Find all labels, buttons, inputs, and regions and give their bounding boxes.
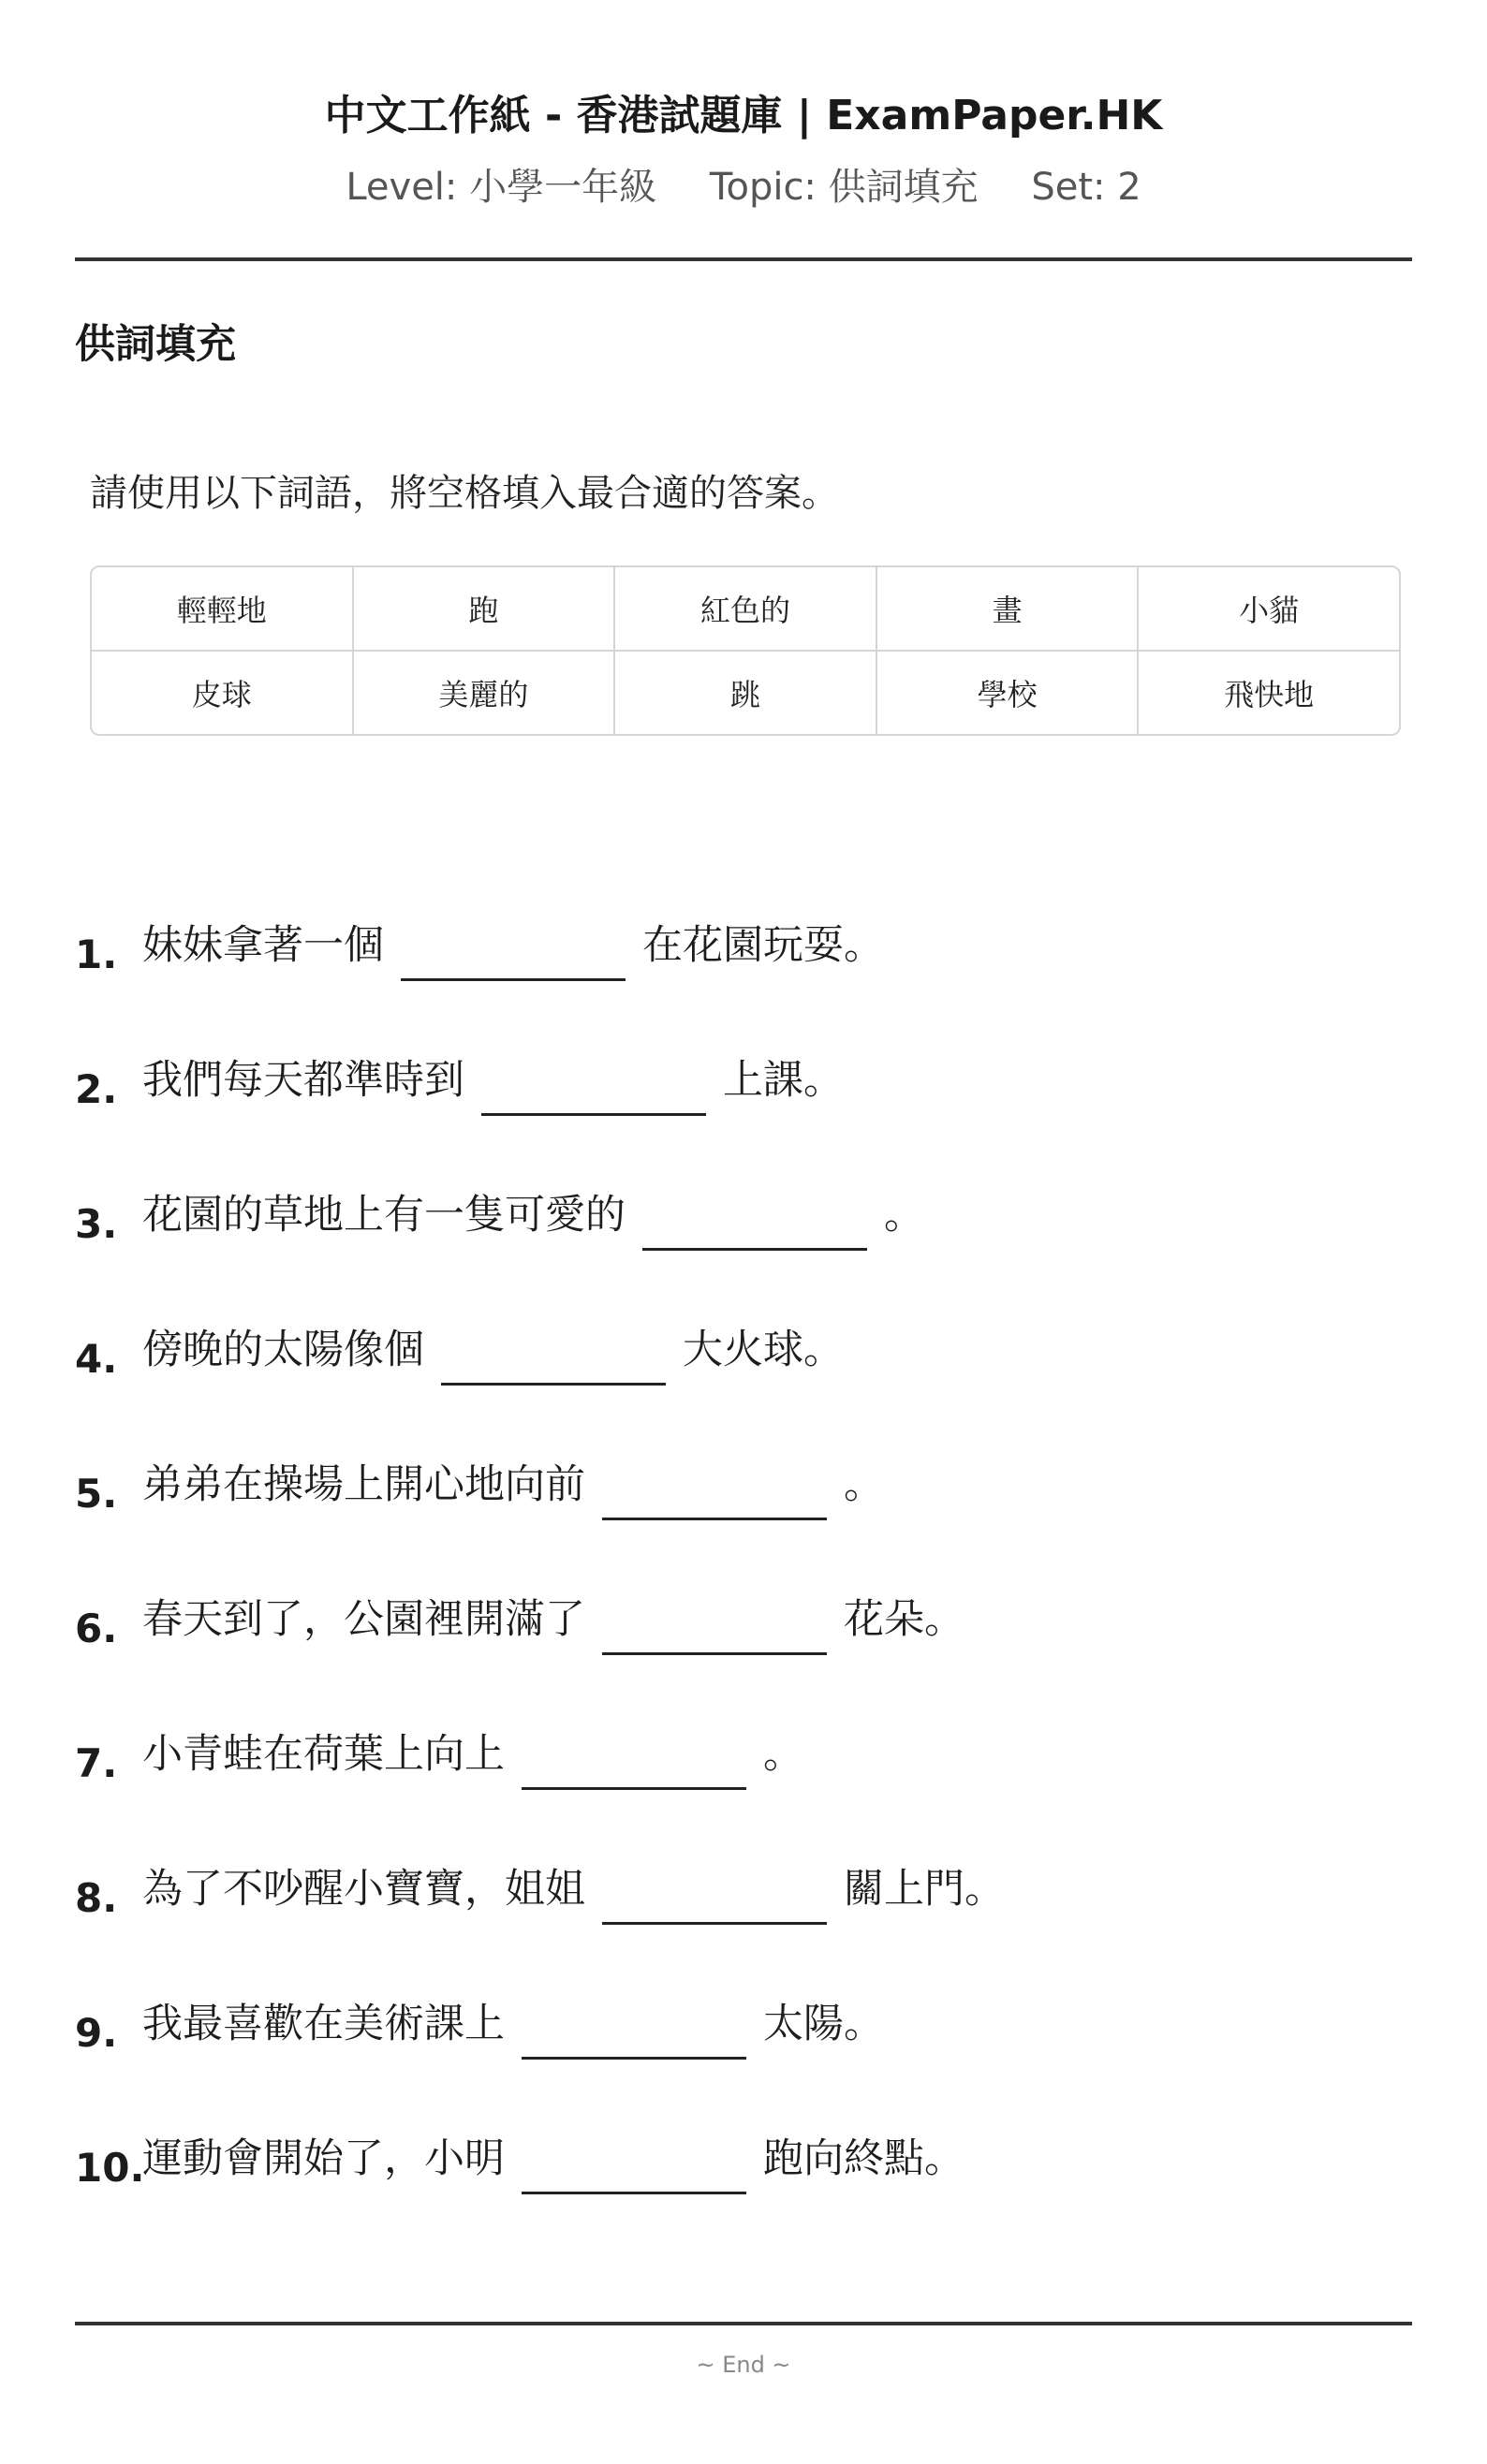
question-item bbox=[75, 2052, 1412, 2191]
question-item bbox=[75, 1108, 1412, 1247]
answer-blank[interactable] bbox=[522, 2147, 746, 2194]
question-item bbox=[75, 1378, 1412, 1517]
question-before-text: 為了不吵醒小寶寶，姐姐 bbox=[142, 1866, 585, 1913]
answer-blank[interactable] bbox=[522, 1742, 746, 1790]
question-after-text: 跑向終點。 bbox=[763, 2135, 964, 2182]
question-item bbox=[75, 1513, 1412, 1651]
answer-blank[interactable] bbox=[401, 933, 626, 981]
question-after-text: 上課。 bbox=[723, 1057, 844, 1104]
question-list bbox=[75, 839, 1412, 2191]
question-text bbox=[142, 917, 884, 974]
question-number: 4. bbox=[75, 1336, 118, 1382]
set-label: Set: 2 bbox=[1031, 166, 1141, 209]
question-text bbox=[142, 1052, 844, 1108]
question-before-text: 小青蛙在荷葉上向上 bbox=[142, 1731, 505, 1778]
question-number: 10. bbox=[75, 2145, 145, 2191]
question-number: 2. bbox=[75, 1066, 118, 1112]
question-text bbox=[142, 1187, 924, 1243]
question-after-text: 大火球。 bbox=[683, 1327, 844, 1373]
question-text bbox=[142, 1726, 803, 1782]
question-before-text: 我最喜歡在美術課上 bbox=[142, 2001, 505, 2047]
word-bank-cell: 跳 bbox=[613, 652, 876, 734]
question-number: 7. bbox=[75, 1740, 118, 1786]
question-item bbox=[75, 1917, 1412, 2056]
question-before-text: 弟弟在操場上開心地向前 bbox=[142, 1461, 585, 1508]
word-bank-cell: 皮球 bbox=[191, 677, 252, 712]
question-before-text: 妹妹拿著一個 bbox=[142, 922, 384, 969]
answer-blank[interactable] bbox=[522, 2012, 746, 2060]
question-after-text: 在花園玩耍。 bbox=[642, 922, 884, 969]
answer-blank[interactable] bbox=[602, 1877, 827, 1925]
question-item bbox=[75, 1648, 1412, 1786]
question-after-text: 。 bbox=[763, 1731, 803, 1778]
word-bank-table bbox=[90, 565, 1401, 736]
answer-blank[interactable] bbox=[441, 1338, 666, 1386]
worksheet-header bbox=[75, 86, 1412, 212]
question-number: 6. bbox=[75, 1606, 118, 1651]
worksheet-meta bbox=[75, 163, 1412, 212]
question-text bbox=[142, 1861, 1005, 1917]
question-before-text: 我們每天都準時到 bbox=[142, 1057, 464, 1104]
question-text bbox=[142, 1457, 884, 1513]
question-after-text: 。 bbox=[884, 1192, 924, 1239]
word-bank-cell: 紅色的 bbox=[613, 567, 876, 650]
topic-label: Topic: 供詞填充 bbox=[709, 166, 979, 209]
question-before-text: 春天到了，公園裡開滿了 bbox=[142, 1596, 585, 1643]
question-number: 8. bbox=[75, 1875, 118, 1921]
question-text bbox=[142, 1591, 964, 1648]
word-bank-cell: 跑 bbox=[352, 567, 614, 650]
question-after-text: 花朵。 bbox=[844, 1596, 964, 1643]
worksheet-page bbox=[75, 0, 1412, 2464]
word-bank-cell: 輕輕地 bbox=[176, 593, 267, 628]
question-before-text: 花園的草地上有一隻可愛的 bbox=[142, 1192, 626, 1239]
question-text bbox=[142, 1996, 884, 2052]
word-bank-cell: 飛快地 bbox=[1137, 652, 1399, 734]
word-bank-cell: 畫 bbox=[876, 567, 1138, 650]
instruction-text: 請使用以下詞語，將空格填入最合適的答案。 bbox=[90, 472, 839, 515]
answer-blank[interactable] bbox=[602, 1473, 827, 1520]
question-item bbox=[75, 974, 1412, 1112]
word-bank-cell: 學校 bbox=[876, 652, 1138, 734]
question-after-text: 。 bbox=[844, 1461, 884, 1508]
question-text bbox=[142, 1322, 844, 1378]
question-text bbox=[142, 2131, 964, 2187]
question-item bbox=[75, 1243, 1412, 1382]
footer-divider bbox=[75, 2322, 1412, 2325]
section-title: 供詞填充 bbox=[75, 321, 236, 368]
word-bank-cell: 小貓 bbox=[1137, 567, 1399, 650]
question-number: 1. bbox=[75, 931, 118, 977]
word-bank-row bbox=[92, 567, 1399, 650]
question-number: 9. bbox=[75, 2010, 118, 2056]
question-number: 3. bbox=[75, 1201, 118, 1247]
answer-blank[interactable] bbox=[642, 1203, 867, 1251]
question-after-text: 關上門。 bbox=[844, 1866, 1005, 1913]
header-divider bbox=[75, 257, 1412, 261]
question-item bbox=[75, 839, 1412, 977]
footer-end-text: ~ End ~ bbox=[696, 2352, 791, 2378]
answer-blank[interactable] bbox=[481, 1068, 706, 1116]
question-before-text: 傍晚的太陽像個 bbox=[142, 1327, 424, 1373]
question-before-text: 運動會開始了，小明 bbox=[142, 2135, 505, 2182]
question-number: 5. bbox=[75, 1471, 118, 1517]
word-bank-cell: 美麗的 bbox=[352, 652, 614, 734]
answer-blank[interactable] bbox=[602, 1607, 827, 1655]
question-item bbox=[75, 1782, 1412, 1921]
worksheet-title: 中文工作紙 - 香港試題庫 | ExamPaper.HK bbox=[324, 92, 1163, 139]
level-label: Level: 小學一年級 bbox=[346, 166, 657, 209]
question-after-text: 太陽。 bbox=[763, 2001, 884, 2047]
word-bank-row bbox=[92, 650, 1399, 734]
